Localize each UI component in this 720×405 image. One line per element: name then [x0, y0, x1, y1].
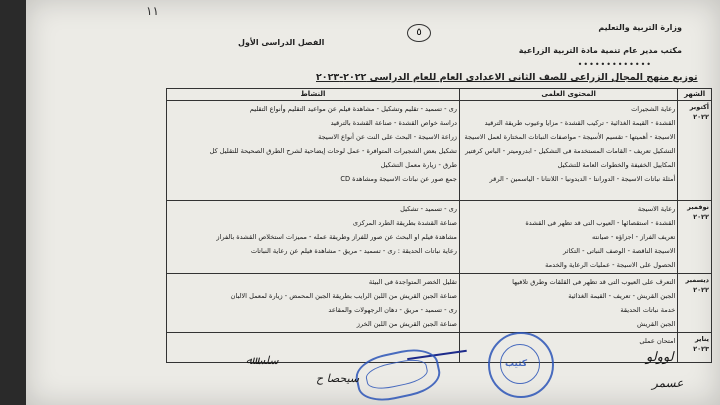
- month-line: أكتوبر: [689, 103, 709, 111]
- content-line: الجبن القريش - تعريف - القيمة الغذائية: [568, 292, 676, 300]
- content-cell: [459, 101, 677, 201]
- activity-line: طرق - زيارة معمل التشكيل: [380, 161, 457, 169]
- month-cell: [678, 101, 712, 201]
- activity-cell: [167, 201, 460, 274]
- table-row: [167, 274, 712, 333]
- month-line: يناير: [694, 335, 709, 343]
- content-line: التشكيل تعريف - القامات المستخدمة فى التشكيل - ابدروميتر - الباس كرفتير: [465, 147, 676, 155]
- header-content: المحتوى العلمى: [459, 89, 677, 101]
- activity-line: جمع صور عن نباتات الاسيجة ومشاهدة CD: [340, 175, 457, 183]
- activity-cell: [167, 274, 460, 333]
- activity-line: تشكيل بعض الشجيرات المتوافرة - عمل لوحات إيضاحية لشرح الطرق الصحيحة للتقليل كل: [209, 147, 457, 155]
- page-number: ١١: [146, 4, 159, 18]
- semester-label: الفصل الدراسى الأول: [238, 38, 325, 47]
- letterhead: [519, 22, 682, 56]
- signature-right-1: ﻟﻮﻭﻟﻮ: [646, 350, 674, 365]
- month-line: ٢٠٢٢: [693, 213, 709, 221]
- content-line: امتحان عملى: [639, 337, 676, 345]
- content-line: رعاية الاسيجة: [637, 205, 676, 213]
- activity-line: رعاية نباتات الحديقة : رى - تسميد - مريق - مشاهدة فيلم عن رعاية النباتات: [250, 247, 457, 255]
- letterhead-dots: •••••••••••••: [577, 60, 652, 69]
- month-cell: [678, 201, 712, 274]
- ministry-name: وزارة التربية والتعليم: [598, 23, 682, 32]
- content-line: القشدة - القيمة الغذائية - تركيب القشدة - مزايا وعيوب طريقة الترقيد: [484, 119, 676, 127]
- round-stamp: [488, 332, 554, 398]
- activity-line: رى - تسميد - مريق - دهان الرجهولات والمقاعد: [328, 306, 457, 314]
- signature-left-2: ﺳﻴﺤﺼﺎ ﺡ: [316, 372, 360, 385]
- content-cell: [459, 201, 677, 274]
- content-line: الحصول على الاسيجة - عمليات الرعاية والخدمة: [545, 261, 676, 269]
- content-line: خدمة نباتات الحديقة: [620, 306, 676, 314]
- month-line: ٢٠٢٢: [693, 286, 709, 294]
- content-line: الاسيجة الناقصة - الوصف النباتى - التكاثر: [563, 247, 676, 255]
- circled-page-number: ٥: [407, 24, 431, 42]
- content-line: التعرف على العيوب التى قد تظهر فى القلقات وطرق تلافيها: [512, 278, 676, 286]
- month-cell: [678, 333, 712, 363]
- activity-line: رى - تسميد - تشكيل: [400, 205, 457, 213]
- month-line: ديسمبر: [685, 276, 709, 284]
- activity-line: صناعة الجبن القريش من اللبن الرايب بطريقة الجبن المحمض - زيارة لمعمل الالبان: [230, 292, 457, 300]
- header-month: الشهر: [678, 89, 712, 101]
- document-title: توزيع منهج المجال الزراعى للصف الثانى الاعدادى العام للعام الدراسى ٢٠٢٢-٢٠٢٣: [316, 72, 698, 83]
- activity-line: تقليل الخضر المتواجدة فى البيئة: [368, 278, 457, 286]
- table-row: [167, 101, 712, 201]
- month-cell: [678, 274, 712, 333]
- header-activity: النشاط: [167, 89, 460, 101]
- content-line: الجبن القريش: [637, 320, 676, 328]
- month-line: نوفمبر: [687, 203, 709, 211]
- table-row: [167, 201, 712, 274]
- content-line: رعاية الشجيرات: [631, 105, 676, 113]
- content-line: تعريف الفراز - اجزاؤه - صيانته: [591, 233, 676, 241]
- document-page: [26, 0, 720, 405]
- activity-cell: [167, 101, 460, 201]
- content-cell: [459, 274, 677, 333]
- content-line: أمثلة نباتات الاسيجة - الدورانتا - الديدونيا - اللانتانا - الياسمين - الرقر: [489, 175, 676, 183]
- activity-line: صناعة الجبن القريش من اللبن الخرز: [356, 320, 457, 328]
- content-line: المكاييل الخفيفة والخطوات العامة للتشكيل: [557, 161, 676, 169]
- curriculum-table: [166, 88, 712, 363]
- activity-line: مشاهدة فيلم او البحث عن صور للفراز وطريقة عمله - مميزات استخلاص القشدة بالفراز: [216, 233, 457, 241]
- content-line: الاسيجة - أهميتها - تقسيم الأسيجة - مواصفات النباتات المختارة لعمل الاسيجة: [464, 133, 676, 141]
- stamp-text: كتيب: [505, 359, 528, 369]
- month-line: ٢٠٢٢: [693, 113, 709, 121]
- activity-line: صناعة القشدة بطريقة الطرد المركزى: [352, 219, 457, 227]
- activity-line: دراسة خواص القشدة - صناعة القشدة بالترقيد: [330, 119, 457, 127]
- activity-line: زراعة الاسيجة - البحث على النت عن أنواع الاسيجة: [318, 133, 457, 141]
- signature-right-2: ﻋﺴﻤﺮ: [652, 376, 684, 390]
- table-header-row: [167, 89, 712, 101]
- office-name: مكتب مدير عام تنمية مادة التربية الزراعية: [518, 46, 682, 55]
- month-line: ٢٠٢٣: [693, 345, 709, 353]
- content-line: القشدة - استقصائها - العيوب التى قد تظهر فى القشدة: [525, 219, 676, 227]
- signature-left-1: ﺳﻠﺴ ﷲ: [246, 354, 279, 367]
- activity-line: رى - تسميد - تقليم وتشكيل - مشاهدة فيلم عن مواعيد التقليم وأنواع التقليم: [249, 105, 457, 113]
